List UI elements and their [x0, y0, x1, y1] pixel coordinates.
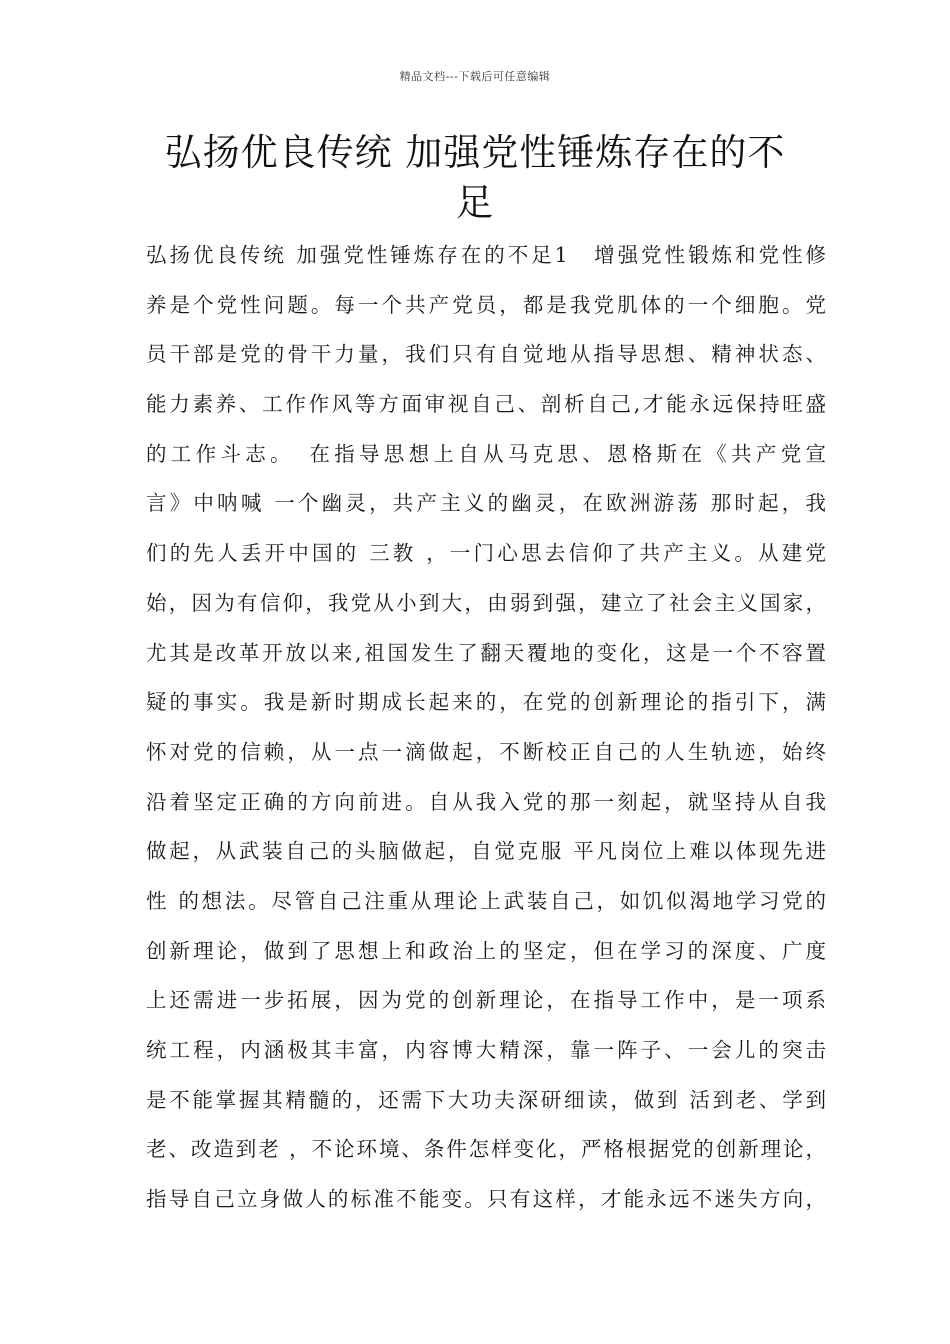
body-line: 言》中呐喊 一个幽灵，共产主义的幽灵，在欧洲游荡 那时起，我 [146, 491, 826, 516]
body-line: 上还需进一步拓展，因为党的创新理论，在指导工作中，是一项系 [146, 988, 826, 1013]
body-line: 老、改造到老 ，不论环境、条件怎样变化，严格根据党的创新理论， [146, 1137, 826, 1162]
body-text [146, 231, 826, 1225]
body-line: 疑的事实。我是新时期成长起来的，在党的创新理论的指引下，满 [146, 690, 826, 715]
header-note: 精品文档---下载后可任意编辑 [399, 70, 551, 83]
body-line: 创新理论，做到了思想上和政治上的坚定，但在学习的深度、广度 [146, 938, 826, 963]
body-line: 始，因为有信仰，我党从小到大，由弱到强，建立了社会主义国家， [146, 590, 826, 615]
body-line: 能力素养、工作作风等方面审视自己、剖析自己,才能永远保持旺盛 [146, 392, 826, 417]
body-line: 是不能掌握其精髓的，还需下大功夫深研细读，做到 活到老、学到 [146, 1087, 826, 1112]
body-line: 性 的想法。尽管自己注重从理论上武装自己，如饥似渴地学习党的 [146, 888, 826, 913]
body-line: 的工作斗志。 在指导思想上自从马克思、恩格斯在《共产党宣 [146, 441, 826, 466]
body-line: 员干部是党的骨干力量，我们只有自觉地从指导思想、精神状态、 [146, 342, 826, 367]
body-line: 养是个党性问题。每一个共产党员，都是我党肌体的一个细胞。党 [146, 292, 826, 317]
body-line: 统工程，内涵极其丰富，内容博大精深，靠一阵子、一会儿的突击 [146, 1038, 826, 1062]
body-line: 尤其是改革开放以来,祖国发生了翻天覆地的变化，这是一个不容置 [146, 640, 826, 665]
body-line: 指导自己立身做人的标准不能变。只有这样，才能永远不迷失方向， [146, 1187, 826, 1212]
body-line: 做起，从武装自己的头脑做起，自觉克服 平凡岗位上难以体现先进 [146, 839, 826, 864]
body-line: 沿着坚定正确的方向前进。自从我入党的那一刻起，就坚持从自我 [146, 789, 826, 814]
document-title: 弘扬优良传统 加强党性锤炼存在的不足 [164, 131, 786, 224]
body-line: 怀对党的信赖，从一点一滴做起，不断校正自己的人生轨迹，始终 [146, 739, 826, 764]
body-line: 弘扬优良传统 加强党性锤炼存在的不足1 增强党性锻炼和党性修 [146, 243, 826, 267]
body-line: 们的先人丢开中国的 三教 ，一门心思去信仰了共产主义。从建党 [146, 541, 826, 566]
